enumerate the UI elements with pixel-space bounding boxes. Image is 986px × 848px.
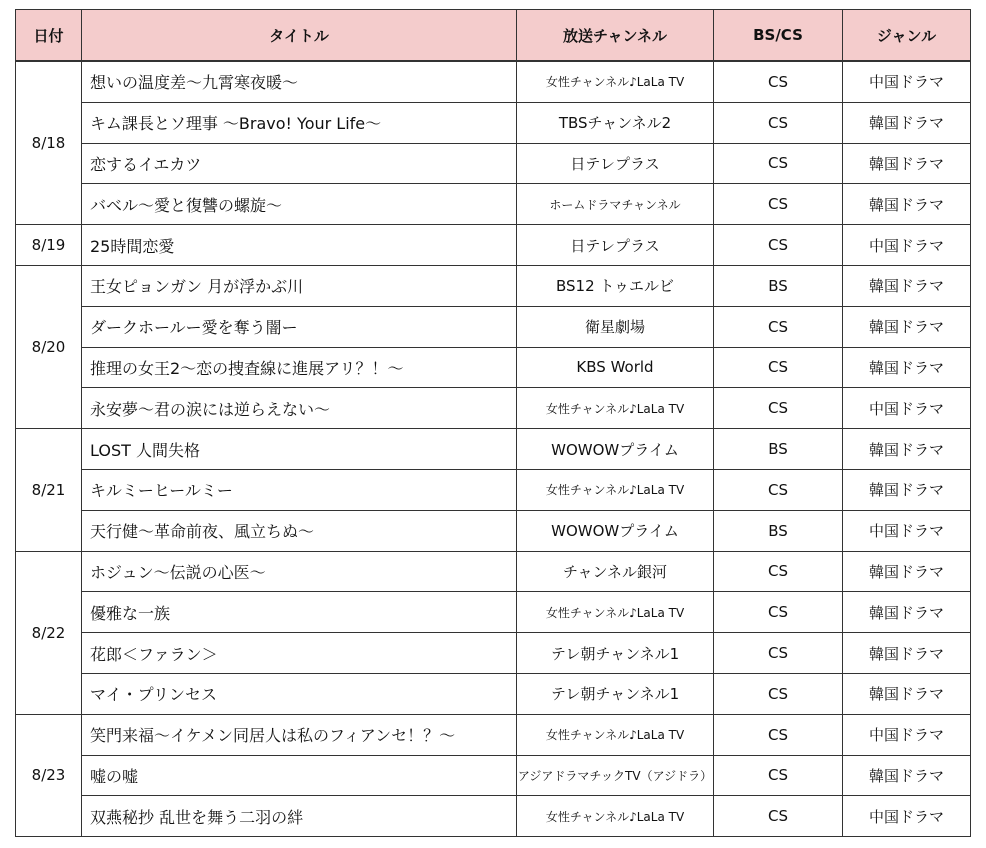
- genre-cell: 韓国ドラマ: [843, 551, 971, 592]
- title-cell: キルミーヒールミー: [82, 469, 517, 510]
- title-cell: 双燕秘抄 乱世を舞う二羽の絆: [82, 796, 517, 837]
- bscs-cell: CS: [714, 306, 843, 347]
- genre-cell: 中国ドラマ: [843, 61, 971, 102]
- table-row: [16, 633, 971, 674]
- channel-cell: 女性チャンネル♪LaLa TV: [517, 469, 714, 510]
- channel-cell: 女性チャンネル♪LaLa TV: [517, 61, 714, 102]
- header-channel: 放送チャンネル: [517, 10, 714, 62]
- channel-cell: 女性チャンネル♪LaLa TV: [517, 796, 714, 837]
- header-genre: ジャンル: [843, 10, 971, 62]
- bscs-cell: CS: [714, 225, 843, 266]
- bscs-cell: BS: [714, 265, 843, 306]
- bscs-cell: CS: [714, 673, 843, 714]
- channel-cell: ホームドラマチャンネル: [517, 184, 714, 225]
- title-cell: 25時間恋愛: [82, 225, 517, 266]
- header-title: タイトル: [82, 10, 517, 62]
- table-row: [16, 796, 971, 837]
- date-cell: 8/22: [16, 551, 82, 714]
- channel-cell: 女性チャンネル♪LaLa TV: [517, 592, 714, 633]
- channel-cell: 日テレプラス: [517, 225, 714, 266]
- bscs-cell: CS: [714, 796, 843, 837]
- title-cell: 嘘の嘘: [82, 755, 517, 796]
- title-cell: キム課長とソ理事 ～Bravo! Your Life～: [82, 102, 517, 143]
- bscs-cell: CS: [714, 551, 843, 592]
- bscs-cell: CS: [714, 388, 843, 429]
- title-cell: バベル～愛と復讐の螺旋～: [82, 184, 517, 225]
- header-bscs: BS/CS: [714, 10, 843, 62]
- table-row: [16, 469, 971, 510]
- title-cell: 推理の女王2～恋の捜査線に進展アリ？！～: [82, 347, 517, 388]
- table-row: [16, 184, 971, 225]
- title-cell: 天行健～革命前夜、風立ちぬ～: [82, 510, 517, 551]
- table-row: [16, 143, 971, 184]
- channel-cell: テレ朝チャンネル1: [517, 633, 714, 674]
- genre-cell: 韓国ドラマ: [843, 673, 971, 714]
- genre-cell: 韓国ドラマ: [843, 265, 971, 306]
- channel-cell: 女性チャンネル♪LaLa TV: [517, 714, 714, 755]
- bscs-cell: BS: [714, 429, 843, 470]
- table-row: [16, 592, 971, 633]
- title-cell: 王女ピョンガン 月が浮かぶ川: [82, 265, 517, 306]
- genre-cell: 中国ドラマ: [843, 388, 971, 429]
- table-row: [16, 102, 971, 143]
- channel-cell: KBS World: [517, 347, 714, 388]
- title-cell: 想いの温度差～九霄寒夜暖～: [82, 61, 517, 102]
- table-row: [16, 225, 971, 266]
- table-row: [16, 61, 971, 102]
- table-row: [16, 510, 971, 551]
- bscs-cell: CS: [714, 347, 843, 388]
- channel-cell: テレ朝チャンネル1: [517, 673, 714, 714]
- channel-cell: チャンネル銀河: [517, 551, 714, 592]
- genre-cell: 中国ドラマ: [843, 796, 971, 837]
- genre-cell: 韓国ドラマ: [843, 306, 971, 347]
- channel-cell: BS12 トゥエルビ: [517, 265, 714, 306]
- channel-cell: 日テレプラス: [517, 143, 714, 184]
- title-cell: ダークホールー愛を奪う闇ー: [82, 306, 517, 347]
- genre-cell: 韓国ドラマ: [843, 633, 971, 674]
- date-cell: 8/19: [16, 225, 82, 266]
- bscs-cell: CS: [714, 714, 843, 755]
- table-row: [16, 388, 971, 429]
- genre-cell: 中国ドラマ: [843, 510, 971, 551]
- genre-cell: 中国ドラマ: [843, 225, 971, 266]
- table-body: [16, 61, 971, 837]
- date-cell: 8/23: [16, 714, 82, 836]
- genre-cell: 韓国ドラマ: [843, 102, 971, 143]
- table-row: [16, 347, 971, 388]
- table-row: [16, 306, 971, 347]
- bscs-cell: CS: [714, 633, 843, 674]
- genre-cell: 韓国ドラマ: [843, 592, 971, 633]
- bscs-cell: CS: [714, 755, 843, 796]
- genre-cell: 韓国ドラマ: [843, 469, 971, 510]
- channel-cell: TBSチャンネル2: [517, 102, 714, 143]
- table-row: [16, 429, 971, 470]
- genre-cell: 韓国ドラマ: [843, 184, 971, 225]
- table-row: [16, 755, 971, 796]
- bscs-cell: CS: [714, 61, 843, 102]
- table-header: [16, 10, 971, 62]
- header-row: [16, 10, 971, 62]
- channel-cell: WOWOWプライム: [517, 429, 714, 470]
- genre-cell: 韓国ドラマ: [843, 347, 971, 388]
- date-cell: 8/20: [16, 265, 82, 428]
- table-row: [16, 714, 971, 755]
- header-date: 日付: [16, 10, 82, 62]
- bscs-cell: CS: [714, 184, 843, 225]
- channel-cell: 衛星劇場: [517, 306, 714, 347]
- channel-cell: アジアドラマチックTV（アジドラ）: [517, 755, 714, 796]
- genre-cell: 中国ドラマ: [843, 714, 971, 755]
- bscs-cell: BS: [714, 510, 843, 551]
- table-row: [16, 551, 971, 592]
- bscs-cell: CS: [714, 143, 843, 184]
- channel-cell: 女性チャンネル♪LaLa TV: [517, 388, 714, 429]
- genre-cell: 韓国ドラマ: [843, 429, 971, 470]
- title-cell: 永安夢～君の涙には逆らえない～: [82, 388, 517, 429]
- genre-cell: 韓国ドラマ: [843, 143, 971, 184]
- table-row: [16, 673, 971, 714]
- title-cell: 笑門来福～イケメン同居人は私のフィアンセ！？～: [82, 714, 517, 755]
- schedule-table: [15, 9, 971, 837]
- date-cell: 8/21: [16, 429, 82, 551]
- title-cell: LOST 人間失格: [82, 429, 517, 470]
- table-row: [16, 265, 971, 306]
- title-cell: 優雅な一族: [82, 592, 517, 633]
- bscs-cell: CS: [714, 592, 843, 633]
- bscs-cell: CS: [714, 469, 843, 510]
- title-cell: ホジュン～伝説の心医～: [82, 551, 517, 592]
- bscs-cell: CS: [714, 102, 843, 143]
- genre-cell: 韓国ドラマ: [843, 755, 971, 796]
- channel-cell: WOWOWプライム: [517, 510, 714, 551]
- date-cell: 8/18: [16, 61, 82, 225]
- title-cell: マイ・プリンセス: [82, 673, 517, 714]
- title-cell: 恋するイエカツ: [82, 143, 517, 184]
- title-cell: 花郎＜ファラン＞: [82, 633, 517, 674]
